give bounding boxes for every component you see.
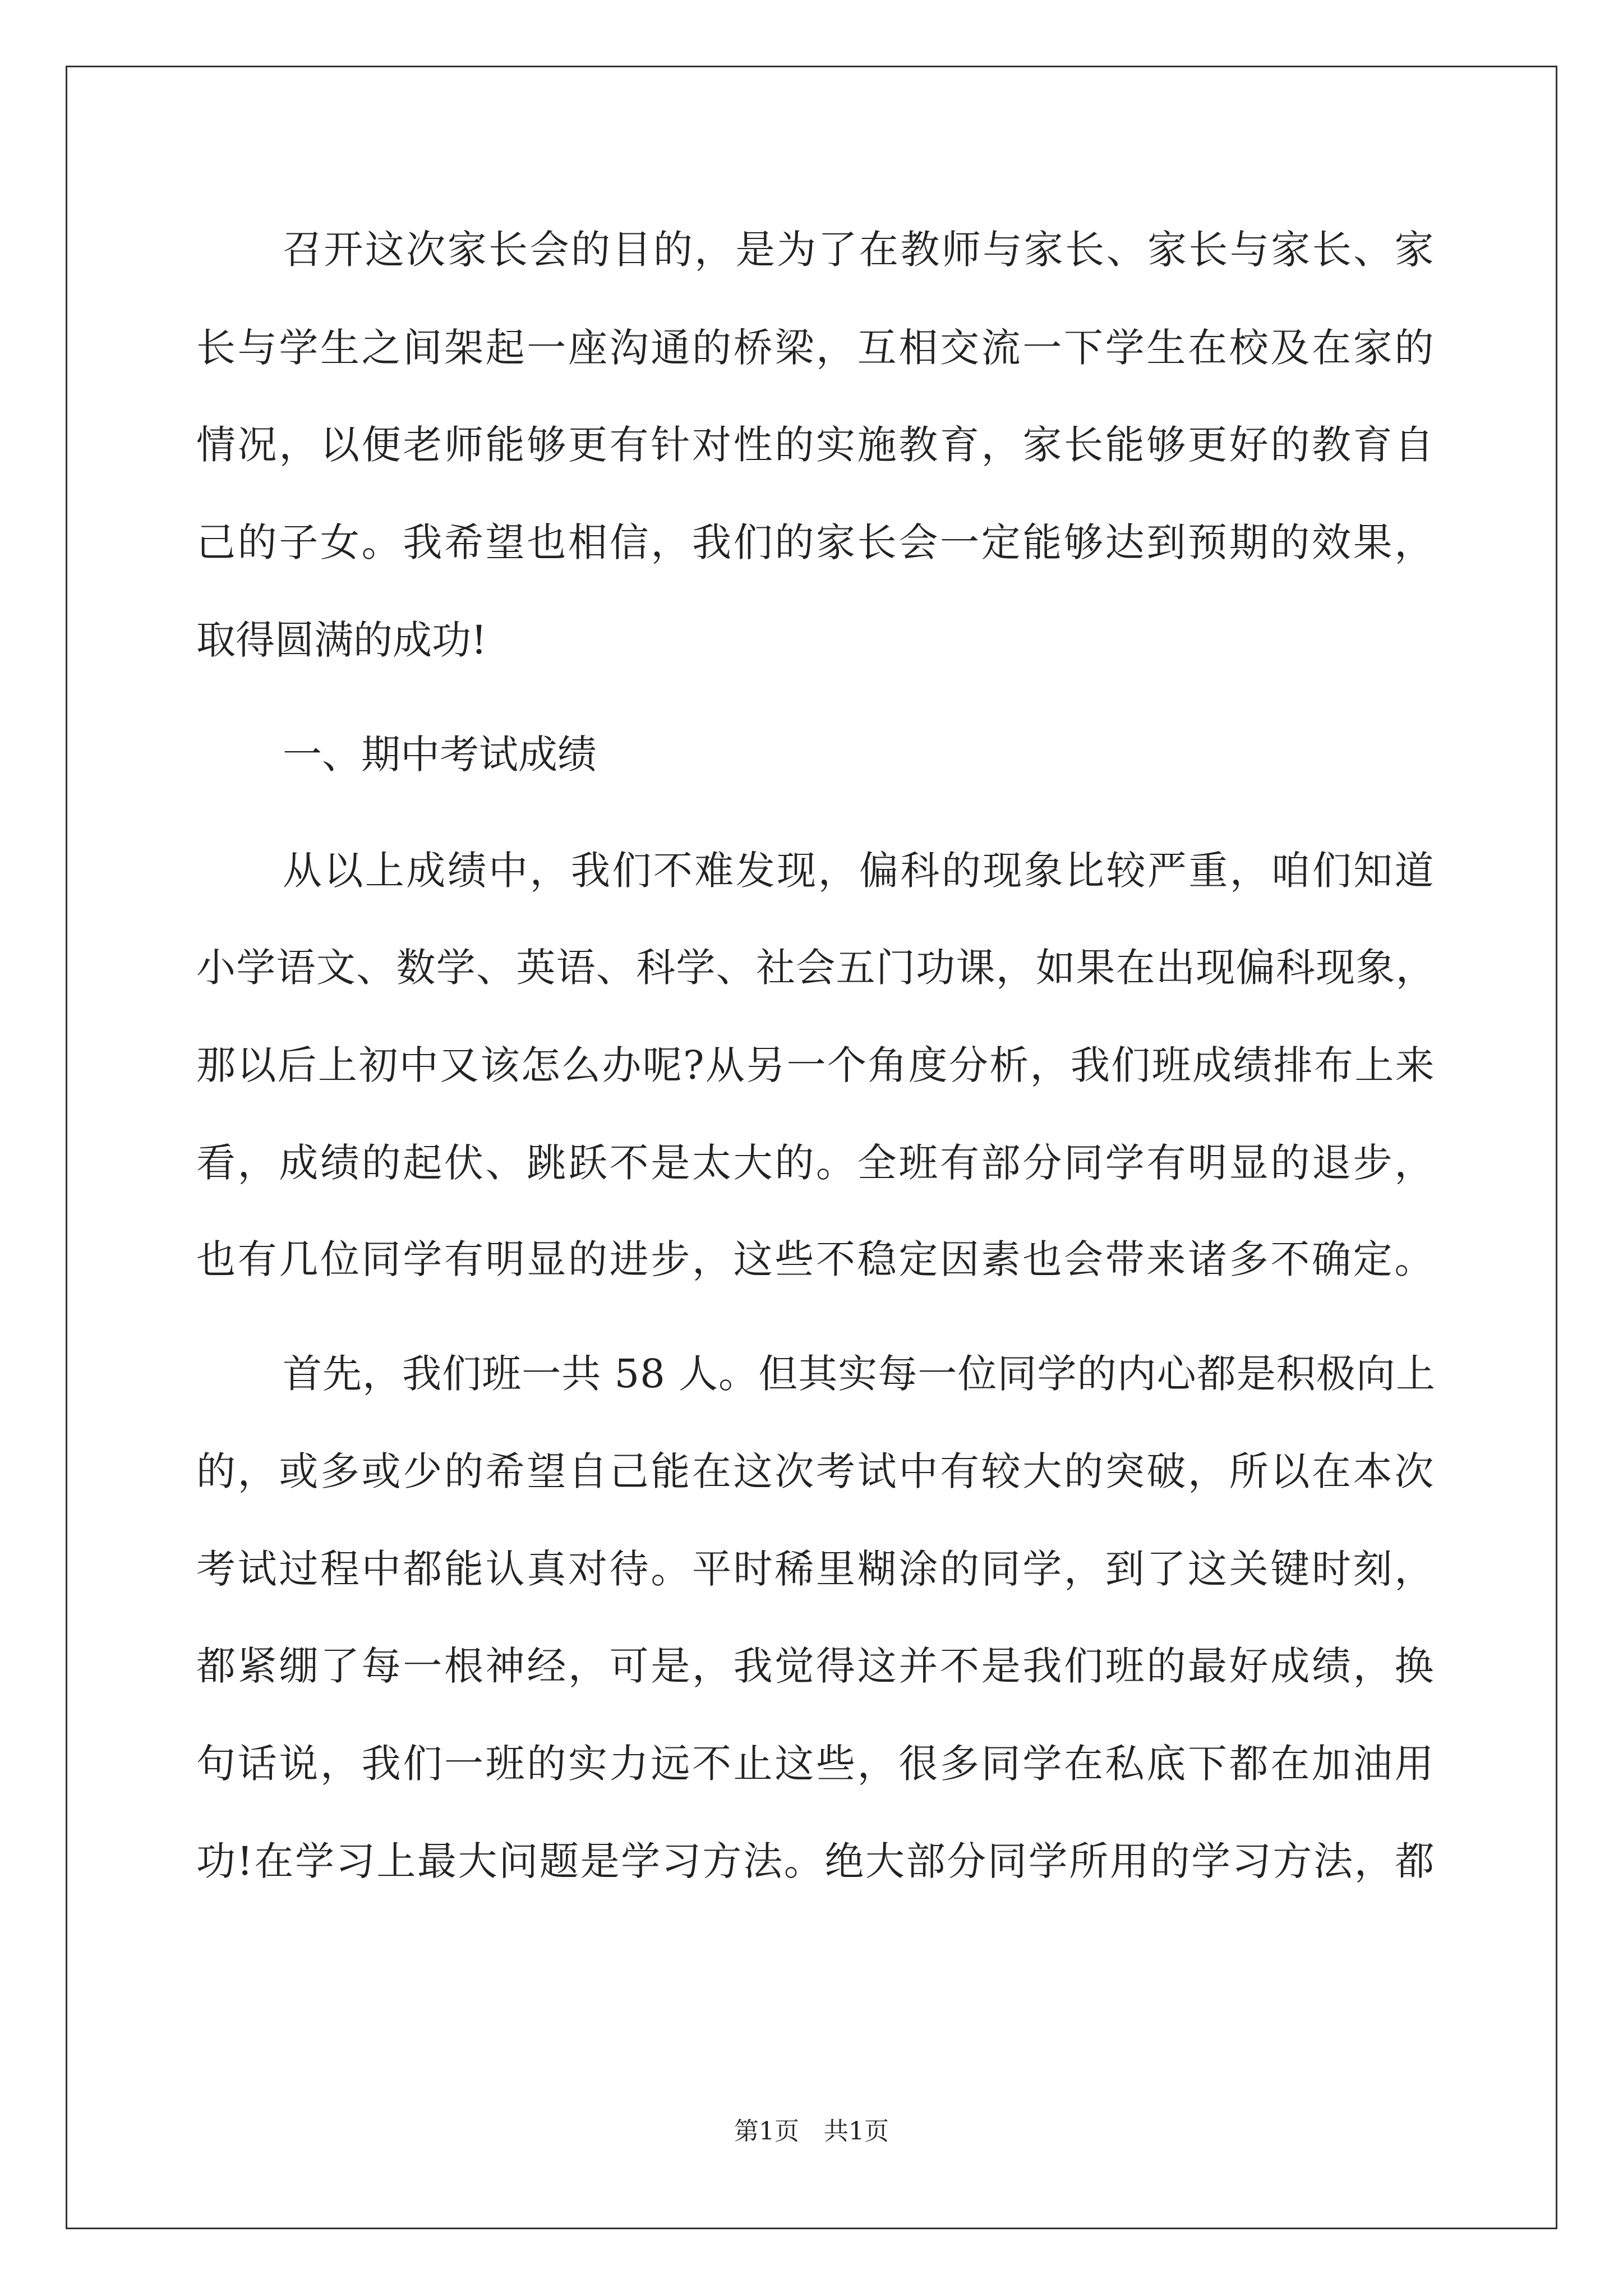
paragraph-line: 取得圆满的成功!: [196, 617, 487, 663]
paragraph-line: 的，或多或少的希望自己能在这次考试中有较大的突破，所以在本次: [196, 1448, 1436, 1494]
page-footer: 第1页 共1页: [734, 2117, 889, 2146]
paragraph-line: 小学语文、数学、英语、科学、社会五门功课，如果在出现偏科现象，: [196, 945, 1436, 991]
section-heading: 一、期中考试成绩: [283, 731, 597, 777]
paragraph-line: 也有几位同学有明显的进步，这些不稳定因素也会带来诸多不确定。: [196, 1236, 1436, 1282]
paragraph-line: 首先，我们班一共 58 人。但其实每一位同学的内心都是积极向上: [283, 1351, 1436, 1397]
paragraph-line: 情况，以便老师能够更有针对性的实施教育，家长能够更好的教育自: [196, 422, 1436, 468]
paragraph-line: 句话说，我们一班的实力远不止这些，很多同学在私底下都在加油用: [196, 1741, 1436, 1787]
paragraph-line: 己的子女。我希望也相信，我们的家长会一定能够达到预期的效果，: [196, 519, 1436, 565]
paragraph-line: 考试过程中都能认真对待。平时稀里糊涂的同学，到了这关键时刻，: [196, 1546, 1436, 1592]
paragraph-line: 召开这次家长会的目的，是为了在教师与家长、家长与家长、家: [283, 227, 1436, 273]
paragraph-line: 那以后上初中又该怎么办呢?从另一个角度分析，我们班成绩排布上来: [196, 1042, 1436, 1088]
paragraph-line: 功!在学习上最大问题是学习方法。绝大部分同学所用的学习方法，都: [196, 1838, 1436, 1884]
paragraph-line: 从以上成绩中，我们不难发现，偏科的现象比较严重，咱们知道: [283, 848, 1436, 894]
paragraph-line: 看，成绩的起伏、跳跃不是太大的。全班有部分同学有明显的退步，: [196, 1140, 1436, 1186]
paragraph-line: 长与学生之间架起一座沟通的桥梁，互相交流一下学生在校及在家的: [196, 325, 1436, 371]
paragraph-line: 都紧绷了每一根神经，可是，我觉得这并不是我们班的最好成绩，换: [196, 1643, 1436, 1689]
